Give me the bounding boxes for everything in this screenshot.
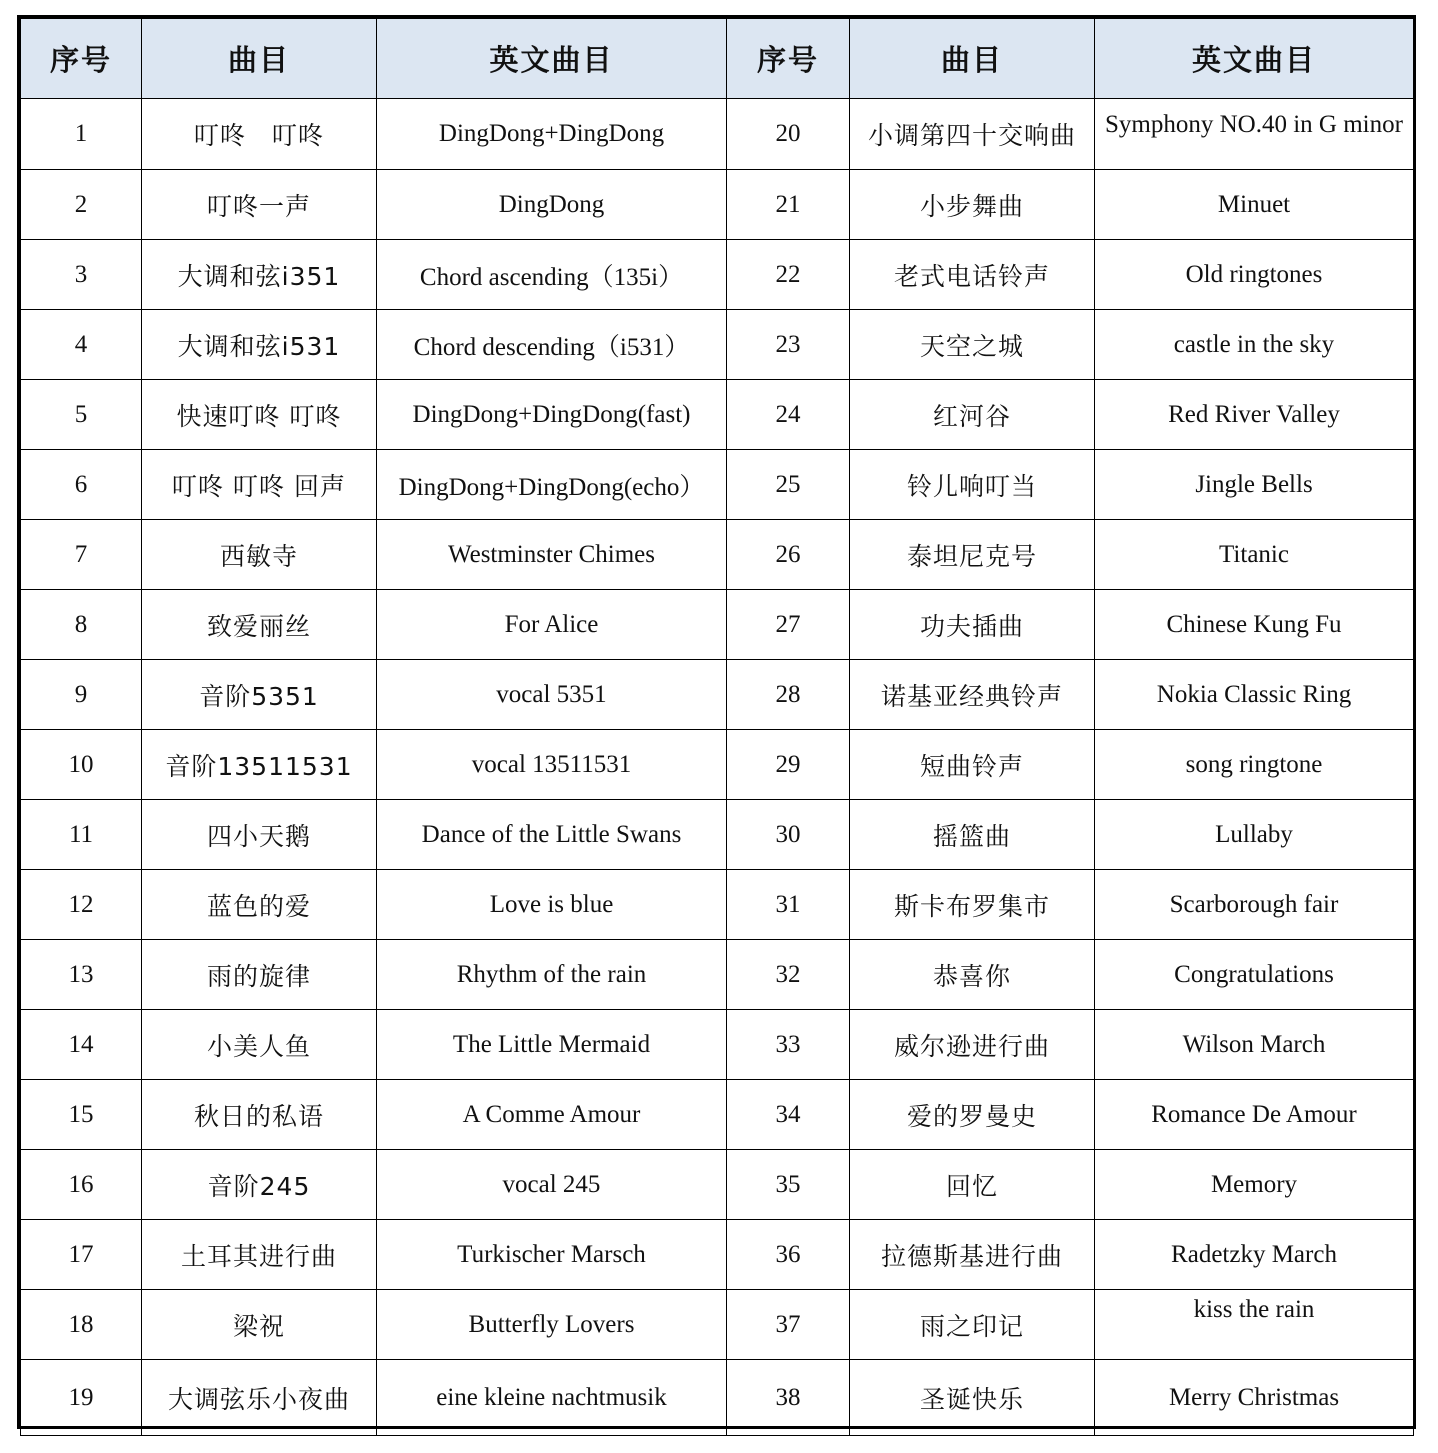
song-title-en: Scarborough fair <box>1095 870 1414 940</box>
song-title-en: Memory <box>1095 1150 1414 1220</box>
song-title-en: Titanic <box>1095 520 1414 590</box>
song-title-cn: 斯卡布罗集市 <box>850 870 1095 940</box>
song-title-cn: 秋日的私语 <box>142 1080 377 1150</box>
song-title-en: The Little Mermaid <box>377 1010 727 1080</box>
row-number: 13 <box>21 940 142 1010</box>
row-number: 1 <box>21 99 142 170</box>
song-title-cn: 雨之印记 <box>850 1290 1095 1360</box>
table-row <box>21 1220 1414 1290</box>
song-title-en: kiss the rain <box>1095 1290 1414 1360</box>
table-row <box>21 940 1414 1010</box>
song-title-cn: 爱的罗曼史 <box>850 1080 1095 1150</box>
song-title-en: Dance of the Little Swans <box>377 800 727 870</box>
row-number: 23 <box>727 310 850 380</box>
row-number: 12 <box>21 870 142 940</box>
row-number: 25 <box>727 450 850 520</box>
row-number: 3 <box>21 240 142 310</box>
row-number: 36 <box>727 1220 850 1290</box>
row-number: 4 <box>21 310 142 380</box>
song-title-en: Lullaby <box>1095 800 1414 870</box>
table-row <box>21 380 1414 450</box>
ringtone-table <box>20 18 1414 1436</box>
row-number: 2 <box>21 170 142 240</box>
table-row <box>21 870 1414 940</box>
song-title-cn: 蓝色的爱 <box>142 870 377 940</box>
song-title-en: vocal 13511531 <box>377 730 727 800</box>
song-title-en: DingDong+DingDong(echo） <box>377 450 727 520</box>
song-title-cn: 梁祝 <box>142 1290 377 1360</box>
row-number: 35 <box>727 1150 850 1220</box>
song-title-cn: 大调和弦i351 <box>142 240 377 310</box>
row-number: 14 <box>21 1010 142 1080</box>
song-title-cn: 雨的旋律 <box>142 940 377 1010</box>
song-title-cn: 音阶245 <box>142 1150 377 1220</box>
song-title-cn: 小调第四十交响曲 <box>850 99 1095 170</box>
row-number: 18 <box>21 1290 142 1360</box>
song-title-cn: 铃儿响叮当 <box>850 450 1095 520</box>
song-title-cn: 摇篮曲 <box>850 800 1095 870</box>
song-title-en: A Comme Amour <box>377 1080 727 1150</box>
header-song: 曲目 <box>142 19 377 99</box>
song-title-en: DingDong <box>377 170 727 240</box>
song-title-cn: 威尔逊进行曲 <box>850 1010 1095 1080</box>
song-title-en: Minuet <box>1095 170 1414 240</box>
row-number: 27 <box>727 590 850 660</box>
row-number: 30 <box>727 800 850 870</box>
song-title-en: Romance De Amour <box>1095 1080 1414 1150</box>
song-title-cn: 圣诞快乐 <box>850 1360 1095 1436</box>
song-title-en: castle in the sky <box>1095 310 1414 380</box>
song-title-cn: 音阶13511531 <box>142 730 377 800</box>
song-title-en: Butterfly Lovers <box>377 1290 727 1360</box>
song-title-cn: 回忆 <box>850 1150 1095 1220</box>
header-english-2: 英文曲目 <box>1095 19 1414 99</box>
table-row <box>21 1010 1414 1080</box>
song-title-en: DingDong+DingDong <box>377 99 727 170</box>
table-row <box>21 730 1414 800</box>
row-number: 9 <box>21 660 142 730</box>
row-number: 5 <box>21 380 142 450</box>
row-number: 16 <box>21 1150 142 1220</box>
row-number: 38 <box>727 1360 850 1436</box>
song-title-en: Red River Valley <box>1095 380 1414 450</box>
song-title-en <box>1095 99 1414 170</box>
table-row <box>21 310 1414 380</box>
header-english: 英文曲目 <box>377 19 727 99</box>
table-row <box>21 170 1414 240</box>
song-title-en: eine kleine nachtmusik <box>377 1360 727 1436</box>
table-row <box>21 1080 1414 1150</box>
header-song-2: 曲目 <box>850 19 1095 99</box>
song-title-cn: 土耳其进行曲 <box>142 1220 377 1290</box>
row-number: 32 <box>727 940 850 1010</box>
table-row <box>21 800 1414 870</box>
ringtone-table-frame <box>17 15 1416 1429</box>
table-row <box>21 1360 1414 1436</box>
song-title-cn: 四小天鹅 <box>142 800 377 870</box>
song-title-cn: 功夫插曲 <box>850 590 1095 660</box>
song-title-en: Old ringtones <box>1095 240 1414 310</box>
song-title-cn: 快速叮咚 叮咚 <box>142 380 377 450</box>
table-row <box>21 99 1414 170</box>
song-title-cn: 大调和弦i531 <box>142 310 377 380</box>
song-title-cn: 西敏寺 <box>142 520 377 590</box>
row-number: 11 <box>21 800 142 870</box>
song-title-cn: 叮咚一声 <box>142 170 377 240</box>
row-number: 22 <box>727 240 850 310</box>
song-title-en: Nokia Classic Ring <box>1095 660 1414 730</box>
table-row <box>21 660 1414 730</box>
song-title-cn: 天空之城 <box>850 310 1095 380</box>
song-title-cn: 老式电话铃声 <box>850 240 1095 310</box>
row-number: 7 <box>21 520 142 590</box>
song-title-en: Chinese Kung Fu <box>1095 590 1414 660</box>
row-number: 20 <box>727 99 850 170</box>
song-title-en: song ringtone <box>1095 730 1414 800</box>
table-row <box>21 1150 1414 1220</box>
song-title-cn: 音阶5351 <box>142 660 377 730</box>
song-title-en: For Alice <box>377 590 727 660</box>
song-title-cn: 短曲铃声 <box>850 730 1095 800</box>
row-number: 26 <box>727 520 850 590</box>
song-title-cn: 红河谷 <box>850 380 1095 450</box>
table-row <box>21 240 1414 310</box>
song-title-cn: 致爱丽丝 <box>142 590 377 660</box>
table-row <box>21 520 1414 590</box>
song-title-en: Merry Christmas <box>1095 1360 1414 1436</box>
row-number: 37 <box>727 1290 850 1360</box>
row-number: 33 <box>727 1010 850 1080</box>
song-title-cn: 恭喜你 <box>850 940 1095 1010</box>
row-number: 31 <box>727 870 850 940</box>
table-row <box>21 450 1414 520</box>
row-number: 6 <box>21 450 142 520</box>
row-number: 17 <box>21 1220 142 1290</box>
row-number: 8 <box>21 590 142 660</box>
song-title-cn: 小步舞曲 <box>850 170 1095 240</box>
row-number: 21 <box>727 170 850 240</box>
song-title-en-text: Symphony NO.40 in G minor <box>1105 111 1403 138</box>
song-title-en: Love is blue <box>377 870 727 940</box>
row-number: 19 <box>21 1360 142 1436</box>
header-no-2: 序号 <box>727 19 850 99</box>
song-title-en: DingDong+DingDong(fast) <box>377 380 727 450</box>
song-title-cn: 大调弦乐小夜曲 <box>142 1360 377 1436</box>
row-number: 28 <box>727 660 850 730</box>
header-no: 序号 <box>21 19 142 99</box>
song-title-en: Wilson March <box>1095 1010 1414 1080</box>
song-title-cn: 诺基亚经典铃声 <box>850 660 1095 730</box>
song-title-cn: 叮咚 叮咚 <box>142 99 377 170</box>
row-number: 15 <box>21 1080 142 1150</box>
song-title-en: Congratulations <box>1095 940 1414 1010</box>
song-title-en: Jingle Bells <box>1095 450 1414 520</box>
row-number: 10 <box>21 730 142 800</box>
song-title-en: Westminster Chimes <box>377 520 727 590</box>
song-title-en: vocal 5351 <box>377 660 727 730</box>
song-title-en: Turkischer Marsch <box>377 1220 727 1290</box>
song-title-cn: 叮咚 叮咚 回声 <box>142 450 377 520</box>
row-number: 24 <box>727 380 850 450</box>
song-title-cn: 小美人鱼 <box>142 1010 377 1080</box>
row-number: 34 <box>727 1080 850 1150</box>
song-title-cn: 拉德斯基进行曲 <box>850 1220 1095 1290</box>
table-body <box>21 99 1414 1436</box>
row-number: 29 <box>727 730 850 800</box>
song-title-en: Chord ascending（135i） <box>377 240 727 310</box>
table-row <box>21 1290 1414 1360</box>
song-title-cn: 泰坦尼克号 <box>850 520 1095 590</box>
song-title-en: Chord descending（i531） <box>377 310 727 380</box>
song-title-en: vocal 245 <box>377 1150 727 1220</box>
song-title-en: Radetzky March <box>1095 1220 1414 1290</box>
song-title-en: Rhythm of the rain <box>377 940 727 1010</box>
table-row <box>21 590 1414 660</box>
header-row <box>21 19 1414 99</box>
